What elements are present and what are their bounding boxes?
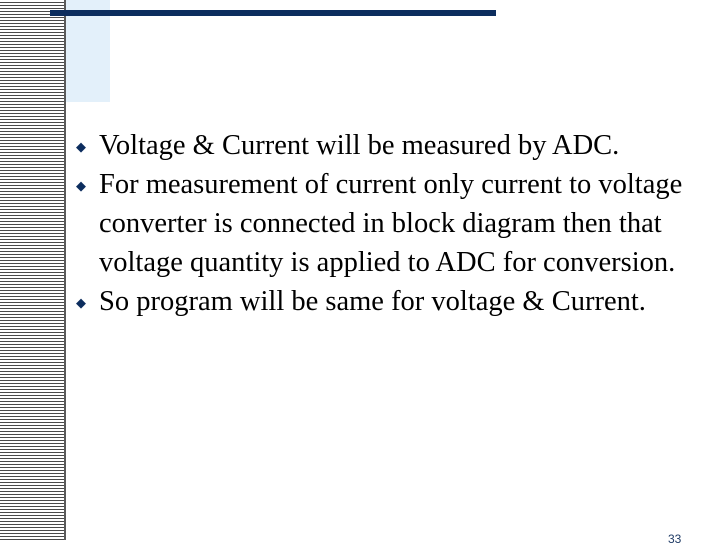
- title-accent-bar-left: [50, 10, 66, 16]
- bullet-text: So program will be same for voltage & Current.: [99, 286, 646, 317]
- title-accent-bar: [66, 10, 496, 16]
- bullet-item: [76, 165, 696, 282]
- page-number: 33: [668, 532, 682, 546]
- diamond-bullet-icon: ◆: [76, 295, 86, 310]
- bullet-list: [76, 126, 696, 321]
- bullet-item: [76, 282, 696, 321]
- decorative-stripes: [0, 0, 66, 540]
- bullet-text: Voltage & Current will be measured by ADC.: [99, 130, 620, 161]
- bullet-text: For measurement of current only current to voltage converter is connected in block diagram then that voltage quantity is applied to ADC for conversion.: [99, 169, 683, 278]
- bullet-item: [76, 126, 696, 165]
- diamond-bullet-icon: ◆: [76, 139, 86, 154]
- diamond-bullet-icon: ◆: [76, 178, 86, 193]
